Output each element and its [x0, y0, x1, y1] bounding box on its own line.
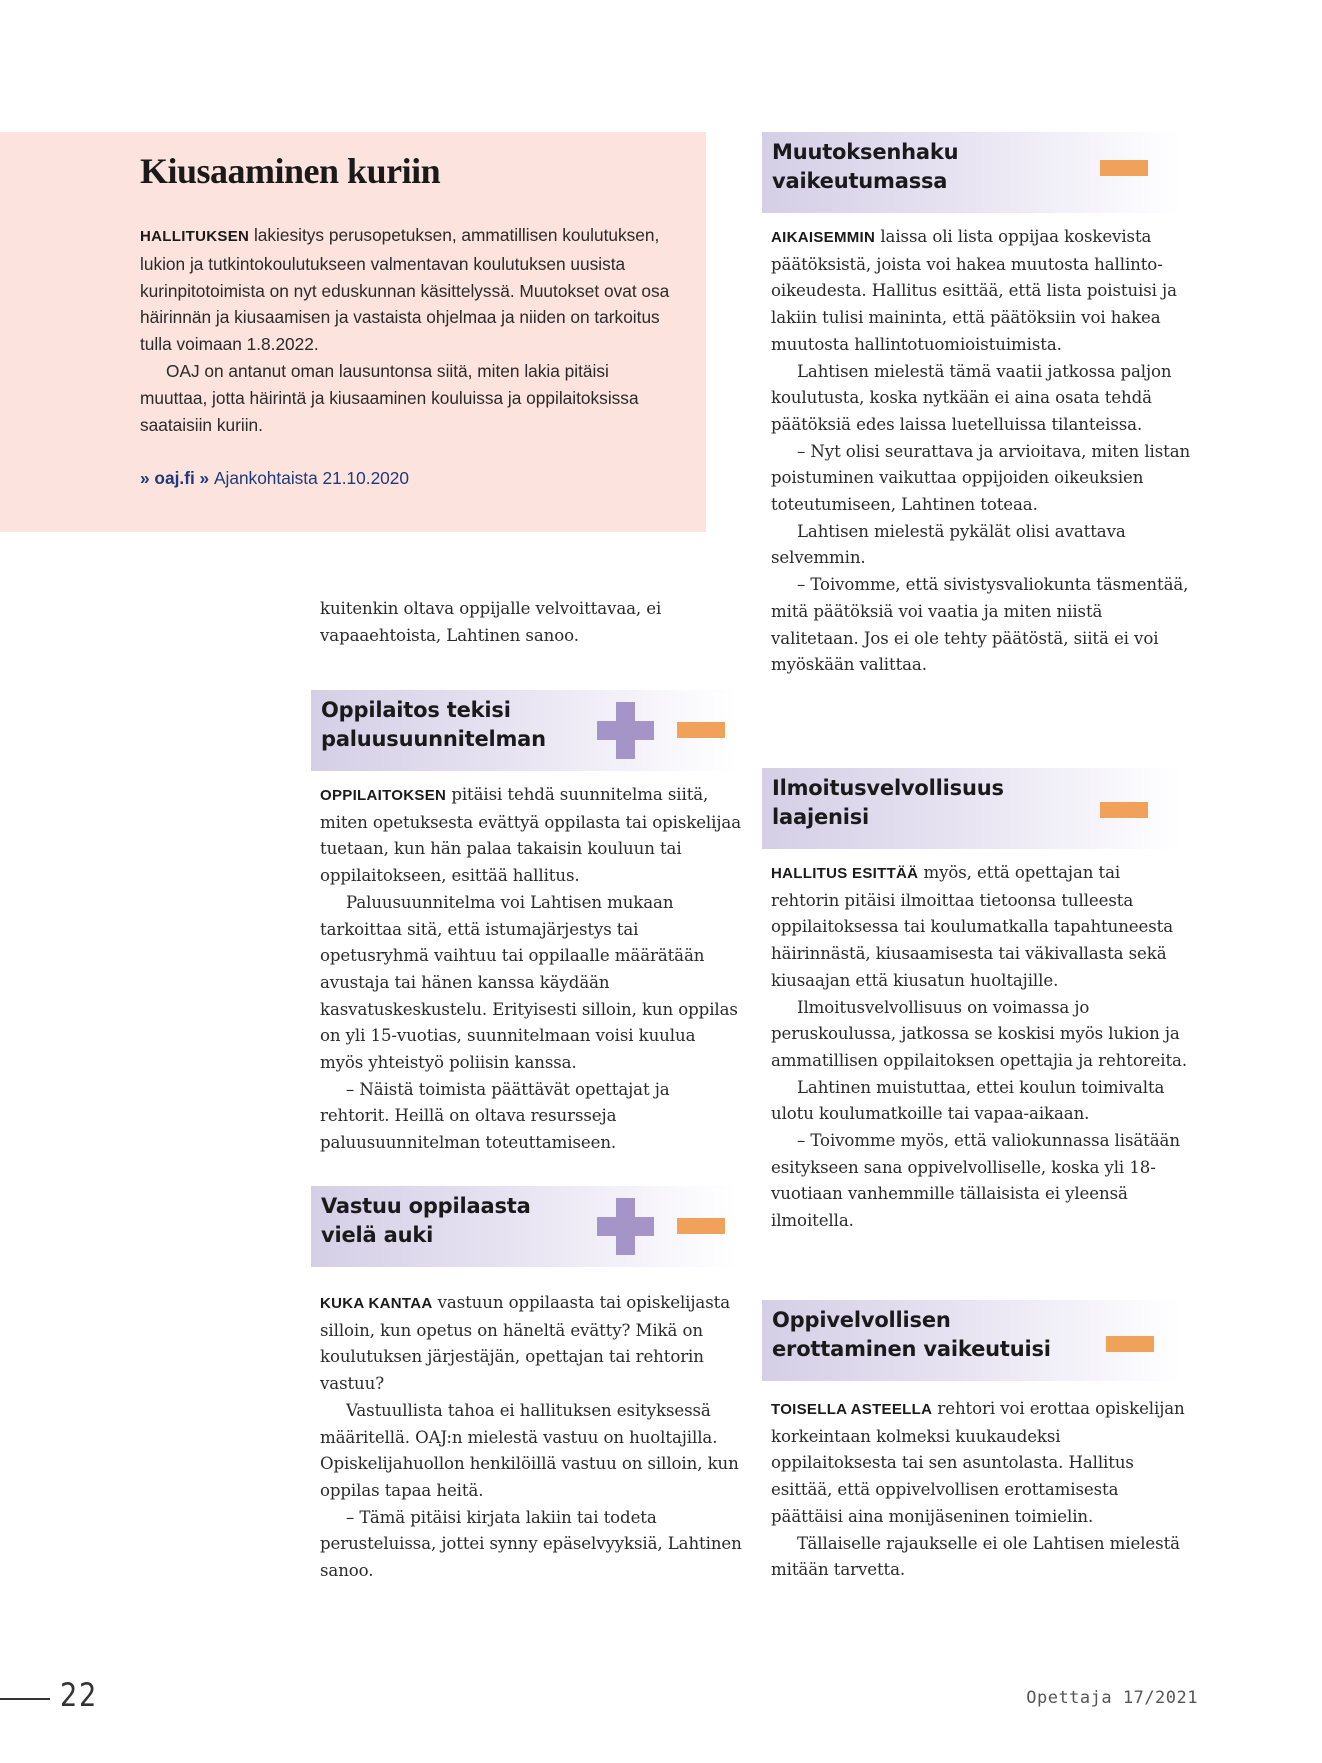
- minus-icon: [1106, 1336, 1154, 1352]
- ajankohtaista-link[interactable]: Ajankohtaista 21.10.2020: [213, 468, 410, 488]
- section-lead: HALLITUS ESITTÄÄ: [771, 865, 919, 882]
- sidebar-body: [140, 222, 680, 438]
- section-body: KUKA KANTAA vastuun oppilaasta tai opiskelijasta silloin, kun opetus on häneltä evätty? Mikä on koulutuksen järjestäjän, opettajan tai rehtorin vastuu? Vastuullista tahoa ei hallituksen esityksessä määritellä. OAJ:n mielestä vastuu on huoltajilla. Opiskelijahuollon henkilöillä vastuu on silloin, kun oppilas tapaa heitä. – Tämä pitäisi kirjata lakiin tai todeta perusteluissa, jottei synny epäselvyyksiä, Lahtinen sanoo.: [320, 1293, 742, 1581]
- section-heading: Oppilaitos tekisi paluusuunnitelman: [321, 698, 546, 751]
- plus-icon: [597, 702, 654, 759]
- footer-rule: [0, 1698, 50, 1700]
- section-heading: Muutoksenhaku vaikeutumassa: [772, 140, 959, 193]
- article-continuation: kuitenkin oltava oppijalle velvoittavaa, ei vapaaehtoista, Lahtinen sanoo.: [320, 599, 662, 645]
- section-header: [311, 1186, 736, 1267]
- oaj-link[interactable]: oaj.fi: [154, 468, 195, 488]
- section-body: OPPILAITOKSEN pitäisi tehdä suunnitelma siitä, miten opetuksesta evättyä oppilasta tai opiskelijaa tuetaan, kun hän palaa takaisin kouluun tai oppilaitokseen, esittää hallitus. Paluusuunnitelma voi Lahtisen mukaan tarkoittaa sitä, että istumajärjestys tai opetusryhmä vaihtuu tai oppilaalle määrätään avustaja tai hänen kanssa käydään kasvatuskeskustelu. Erityisesti silloin, kun oppilas on yli 15-vuotias, suunnitelmaan voisi kuulua myös yhteistyö poliisin kanssa. – Näistä toimista päättävät opettajat ja rehtorit. Heillä on oltava resursseja paluusuunnitelman toteuttamiseen.: [320, 785, 741, 1153]
- section-heading: Oppivelvollisen erottaminen vaikeutuisi: [772, 1308, 1051, 1361]
- minus-icon: [1100, 802, 1148, 818]
- sidebar-source-link[interactable]: » oaj.fi » Ajankohtaista 21.10.2020: [140, 468, 410, 488]
- section-header: [762, 768, 1182, 849]
- section-lead: TOISELLA ASTEELLA: [771, 1401, 933, 1418]
- section-body: AIKAISEMMIN laissa oli lista oppijaa koskevista päätöksistä, joista voi hakea muutosta hallinto-oikeudesta. Hallitus esittää, että lista poistuisi ja lakiin tulisi maininta, että päätöksiin voi hakea muutosta hallintotuomioistuimista. Lahtisen mielestä tämä vaatii jatkossa paljon koulutusta, koska nytkään ei aina osata tehdä päätöksiä edes laissa luetelluissa tilanteissa. – Nyt olisi seurattava ja arvioitava, miten listan poistuminen vaikuttaa oppijoiden oikeuksien toteutumiseen, Lahtinen toteaa. Lahtisen mielestä pykälät olisi avattava selvemmin. – Toivomme, että sivistysvaliokunta täsmentää, mitä päätöksiä voi vaatia ja miten niistä valitetaan. Jos ei ole tehty päätöstä, siitä ei voi myöskään valittaa.: [771, 227, 1191, 675]
- section-lead: AIKAISEMMIN: [771, 229, 876, 246]
- minus-icon: [677, 722, 725, 738]
- sidebar-lead: HALLITUKSEN: [140, 228, 250, 245]
- section-heading: Ilmoitusvelvollisuus laajenisi: [772, 776, 1004, 829]
- section-lead: OPPILAITOKSEN: [320, 787, 447, 804]
- section-body: TOISELLA ASTEELLA rehtori voi erottaa opiskelijan korkeintaan kolmeksi kuukaudeksi oppilaitoksesta tai sen asuntolasta. Hallitus esittää, että oppivelvollisen erottamisesta päättäisi aina monijäseninen toimielin. Tällaiselle rajaukselle ei ole Lahtisen mielestä mitään tarvetta.: [771, 1399, 1185, 1580]
- page-number: 22: [60, 1676, 99, 1714]
- sidebar-title: Kiusaaminen kuriin: [140, 151, 441, 191]
- sidebar-paragraph: HALLITUKSEN lakiesitys perusopetuksen, ammatillisen koulutuksen, lukion ja tutkintokoulutukseen valmentavan koulutuksen uusista kurinpitotoimista on nyt eduskunnan käsittelyssä. Muutokset ovat osa häirinnän ja kiusaamisen ja vastaista ohjelmaa ja niiden on tarkoitus tulla voimaan 1.8.2022.: [140, 225, 670, 355]
- section-heading: Vastuu oppilaasta vielä auki: [321, 1194, 531, 1247]
- minus-icon: [1100, 160, 1148, 176]
- section-header: [311, 690, 736, 771]
- plus-icon: [597, 1198, 654, 1255]
- section-body: HALLITUS ESITTÄÄ myös, että opettajan tai rehtorin pitäisi ilmoittaa tietoonsa tulleesta oppilaitoksessa tai koulumatkalla tapahtuneesta häirinnästä, kiusaamisesta tai väkivallasta sekä kiusaajan että kiusatun huoltajille. Ilmoitusvelvollisuus on voimassa jo peruskoulussa, jatkossa se koskisi myös lukion ja ammatillisen oppilaitoksen opettajia ja rehtoreita. Lahtinen muistuttaa, ettei koulun toimivalta ulotu koulumatkoille tai vapaa-aikaan. – Toivomme myös, että valiokunnassa lisätään esitykseen sana oppivelvolliselle, koska yli 18-vuotiaan vanhemmille tällaisista ei yleensä ilmoitella.: [771, 863, 1187, 1231]
- minus-icon: [677, 1218, 725, 1234]
- magazine-issue: Opettaja 17/2021: [1026, 1688, 1198, 1708]
- sidebar-paragraph: OAJ on antanut oman lausuntonsa siitä, miten lakia pitäisi muuttaa, jotta häirintä ja kiusaaminen kouluissa ja oppilaitoksissa saataisiin kuriin.: [140, 360, 639, 435]
- section-header: [762, 132, 1182, 213]
- section-header: [762, 1300, 1182, 1381]
- section-lead: KUKA KANTAA: [320, 1295, 433, 1312]
